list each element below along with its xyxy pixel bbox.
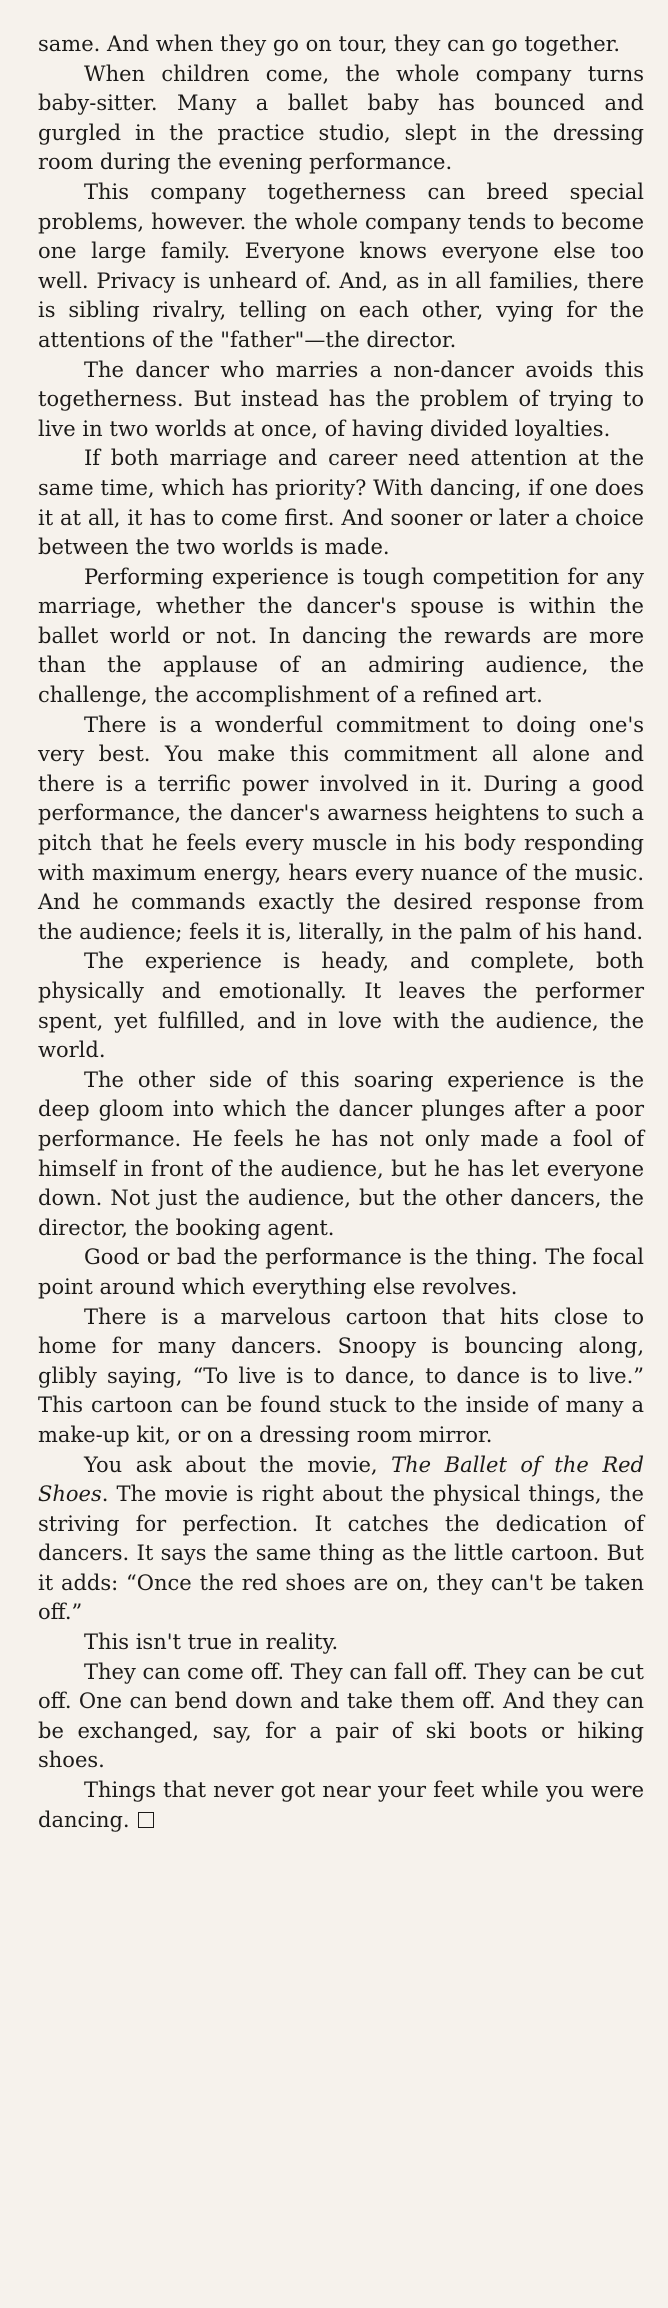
paragraph: They can come off. They can fall off. They can be cut off. One can bend down and take them off. And they can be exchanged, say, for a pair of ski boots or hiking shoes. bbox=[38, 1659, 644, 1773]
paragraph: The experience is heady, and complete, both physically and emotionally. It leaves the performer spent, yet fulfilled, and in love with the audience, the world. bbox=[38, 949, 644, 1063]
paragraph: same. And when they go on tour, they can go together. bbox=[38, 32, 621, 56]
paragraph: This isn't true in reality. bbox=[84, 1630, 339, 1655]
red-shoes-lead: You ask about the movie, bbox=[84, 1452, 392, 1477]
paragraph: The dancer who marries a non-dancer avoids this togetherness. But instead has the problem of trying to live in two worlds at once, of having divided loyalties. bbox=[38, 357, 644, 441]
paragraph: The other side of this soaring experience is the deep gloom into which the dancer plunges after a poor performance. He feels he has not only made a fool of himself in front of the audience, but he has let everyone down. Not just the audience, but the other dancers, the director, the booking agent. bbox=[38, 1067, 644, 1240]
paragraph: Good or bad the performance is the thing. The focal point around which everything else revolves. bbox=[38, 1245, 644, 1299]
paragraph: When children come, the whole company turns baby-sitter. Many a ballet baby has bounced and gurgled in the practice studio, slept in the dressing room during the evening performance. bbox=[38, 61, 644, 175]
movie-title: The Ballet of the Red Shoes bbox=[38, 1452, 645, 1507]
red-shoes-rest: . The movie is right about the physical things, the striving for perfection. It catches the dedication of dancers. It says the same thing as the little cartoon. But it adds: “Once the red shoes are on, they can't be taken off.” bbox=[38, 1482, 644, 1625]
paragraph-red-shoes bbox=[38, 1451, 644, 1629]
paragraph: If both marriage and career need attention at the same time, which has priority? With dancing, if one does it at all, it has to come first. And sooner or later a choice between the two worlds is made. bbox=[38, 446, 644, 560]
paragraph: This company togetherness can breed special problems, however. the whole company tends to become one large family. Everyone knows everyone else too well. Privacy is unheard of. And, as in all families, there is sibling rivalry, telling on each other, vying for the attentions of the "father"—the director. bbox=[38, 179, 644, 352]
paragraph: Performing experience is tough competition for any marriage, whether the dancer's spouse is within the ballet world or not. In dancing the rewards are more than the applause of an admiring audience, the challenge, the accomplishment of a refined art. bbox=[38, 564, 644, 708]
closing-text: Things that never got near your feet while you were dancing. bbox=[38, 1778, 644, 1832]
paragraph: There is a wonderful commitment to doing one's very best. You make this commitment all alone and there is a terrific power involved in it. During a good performance, the dancer's awarness heightens to such a pitch that he feels every muscle in his body responding with maximum energy, hears every nuance of the music. And he commands exactly the desired response from the audience; feels it is, literally, in the palm of his hand. bbox=[38, 712, 644, 944]
end-of-article-square-icon bbox=[138, 1812, 154, 1828]
paragraph-closing bbox=[38, 1776, 644, 1835]
paragraph: There is a marvelous cartoon that hits close to home for many dancers. Snoopy is bouncing along, glibly saying, “To live is to dance, to dance is to live.” This cartoon can be found stuck to the inside of many a make-up kit, or on a dressing room mirror. bbox=[38, 1304, 644, 1447]
